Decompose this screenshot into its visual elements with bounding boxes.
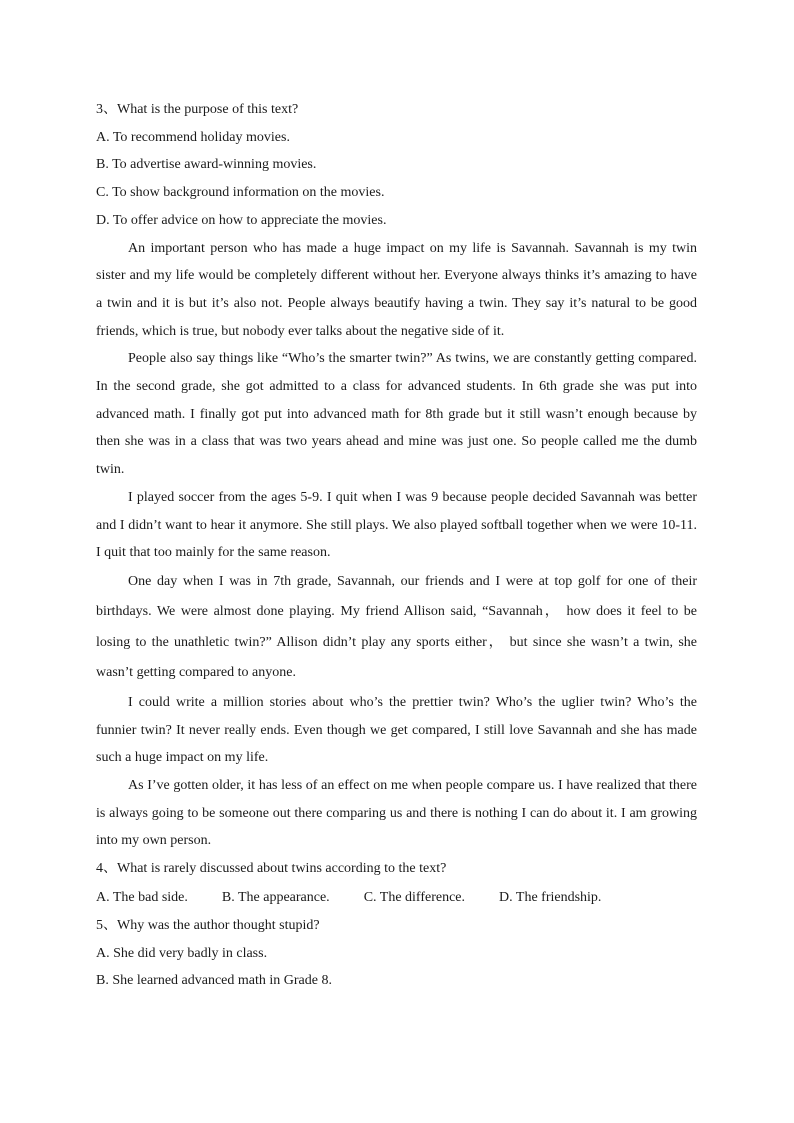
question-3-option-d: D. To offer advice on how to appreciate the movies. (96, 212, 387, 228)
passage-paragraph-3: I played soccer from the ages 5-9. I quit when I was 9 because people decided Savannah was better and I didn’t want to hear it anymore. She still plays. We also played softball together when we were 10-11. I quit that too mainly for the same reason. (96, 489, 697, 561)
question-5-stem: 5、Why was the author thought stupid? (96, 917, 320, 933)
question-4-option-b: B. The appearance. (221, 889, 330, 905)
document-page (96, 96, 697, 995)
question-4-option-d: D. The friendship. (499, 889, 602, 905)
question-4-options (96, 883, 697, 912)
passage-paragraph-2: People also say things like “Who’s the smarter twin?” As twins, we are constantly getting compared. In the second grade, she got admitted to a class for advanced students. In 6th grade she was put into advanced math. I finally got put into advanced math for 8th grade but it still wasn’t enough because by then she was in a class that was two years ahead and mine was just one. So people called me the dumb twin. (96, 351, 697, 478)
passage-paragraph-6: As I’ve gotten older, it has less of an effect on me when people compare us. I have realized that there is always going to be someone out there comparing us and there is nothing I can do about it. I am growing into my own person. (96, 778, 697, 849)
question-3 (96, 96, 697, 235)
question-4-option-a: A. The bad side. (96, 889, 188, 905)
question-4-stem: 4、What is rarely discussed about twins according to the text? (96, 861, 447, 877)
reading-passage (96, 235, 697, 856)
passage-paragraph-1: An important person who has made a huge impact on my life is Savannah. Savannah is my twin sister and my life would be completely different without her. Everyone always thinks it’s amazing to have a twin and it is but it’s also not. People always beautify having a twin. They say it’s natural to be good friends, which is true, but nobody ever talks about the negative side of it. (96, 240, 697, 339)
question-3-option-c: C. To show background information on the movies. (96, 185, 385, 201)
question-3-option-a: A. To recommend holiday movies. (96, 129, 290, 145)
question-4 (96, 855, 697, 912)
passage-paragraph-4: One day when I was in 7th grade, Savannah, our friends and I were at top golf for one of their birthdays. We were almost done playing. My friend Allison said, “Savannah， how does it feel to be losing to the unathletic twin?” Allison didn’t play any sports either， but since she wasn’t a twin, she wasn’t getting compared to anyone. (96, 573, 697, 681)
question-5 (96, 912, 697, 995)
passage-paragraph-5: I could write a million stories about who’s the prettier twin? Who’s the uglier twin? Who’s the funnier twin? It never really ends. Even though we get compared, I still love Savannah and she has made such a huge impact on my life. (96, 694, 697, 766)
question-5-option-a: A. She did very badly in class. (96, 945, 268, 961)
question-5-option-b: B. She learned advanced math in Grade 8. (96, 973, 332, 989)
question-3-stem: 3、What is the purpose of this text? (96, 102, 299, 117)
question-3-option-b: B. To advertise award-winning movies. (96, 157, 317, 173)
question-4-option-c: C. The difference. (363, 889, 466, 905)
